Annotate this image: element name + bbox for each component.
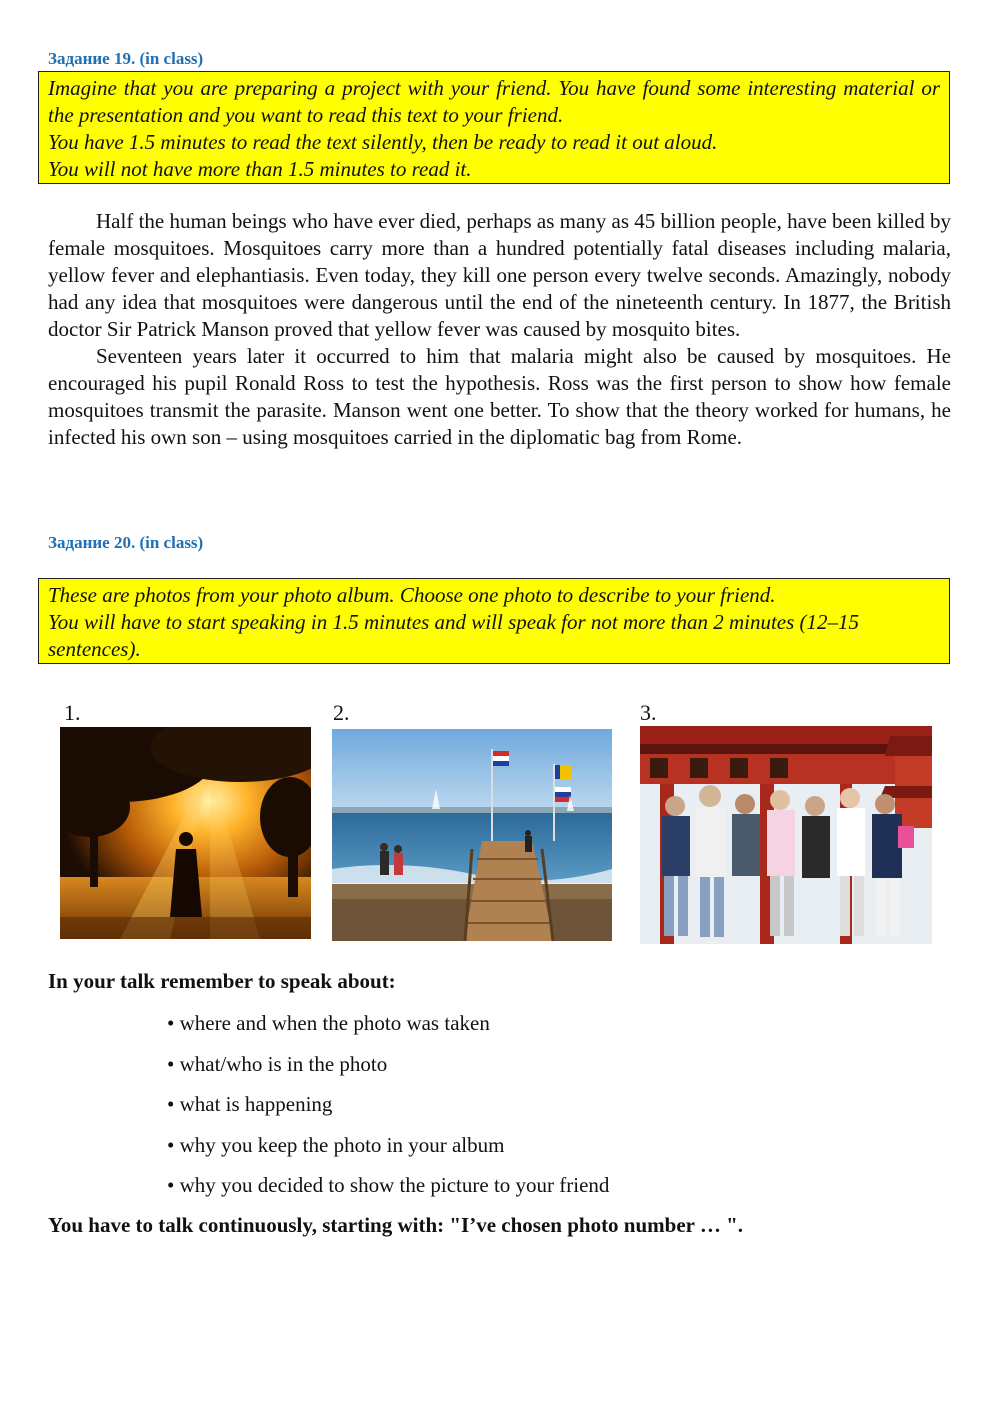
photo-1-number: 1. (64, 700, 81, 725)
talk-points-list (167, 1011, 609, 1214)
task-19-title: Задание 19. (in class) (48, 49, 204, 68)
closing-instruction: You have to talk continuously, starting with: "I’ve chosen photo number … ". (48, 1213, 744, 1237)
talk-point-1: • where and when the photo was taken (167, 1011, 490, 1035)
photo-2-number: 2. (333, 700, 350, 725)
talk-point-2: • what/who is in the photo (167, 1051, 388, 1076)
talk-heading: In your talk remember to speak about: (48, 969, 396, 993)
task-20-instructions-box (38, 578, 950, 664)
task-19-instructions-box (38, 71, 950, 184)
task-19-instruction-2: You have 1.5 minutes to read the text silently, then be ready to read it out aloud. (48, 130, 718, 154)
task-19-instruction-3: You will not have more than 1.5 minutes to read it. (48, 157, 472, 181)
reading-paragraph-2: Seventeen years later it occurred to him that malaria might also be caused by mosquitoes. He encouraged his pupil Ronald Ross to test the hypothesis. Ross was the first person to show how female mosquitoes transmit the parasite. Manson went one better. To show that the theory worked for humans, he infected his own son – using mosquitoes carried in the diplomatic bag from Rome. (48, 344, 951, 449)
talk-point-3: • what is happening (167, 1092, 333, 1116)
task-20-instruction-1: These are photos from your photo album. Choose one photo to describe to your friend. (48, 583, 776, 607)
talk-point-5: • why you decided to show the picture to your friend (167, 1173, 610, 1197)
beach-pier-flags-photo (332, 729, 612, 941)
talk-point-4: • why you keep the photo in your album (167, 1132, 505, 1157)
task-20-title: Задание 20. (in class) (48, 533, 204, 552)
task-20-instruction-2: You will have to start speaking in 1.5 minutes and will speak for not more than 2 minutes (12–15 sentences). (48, 610, 860, 661)
reading-text (48, 208, 951, 451)
photo-3-number: 3. (640, 700, 657, 725)
task-19-instruction-1: Imagine that you are preparing a project with your friend. You have found some interesting material or the presentation and you want to read this text to your friend. (48, 76, 940, 127)
tourist-group-temple-photo (640, 726, 932, 944)
reading-paragraph-1: Half the human beings who have ever died, perhaps as many as 45 billion people, have been killed by female mosquitoes. Mosquitoes carry more than a hundred potentially fatal diseases including malaria, yellow fever and elephantiasis. Even today, they kill one person every twelve seconds. Amazingly, nobody had any idea that mosquitoes were dangerous until the end of the nineteenth century. In 1877, the British doctor Sir Patrick Manson proved that yellow fever was caused by mosquito bites. (48, 209, 951, 341)
monk-under-tree-sunset-photo (60, 727, 311, 939)
